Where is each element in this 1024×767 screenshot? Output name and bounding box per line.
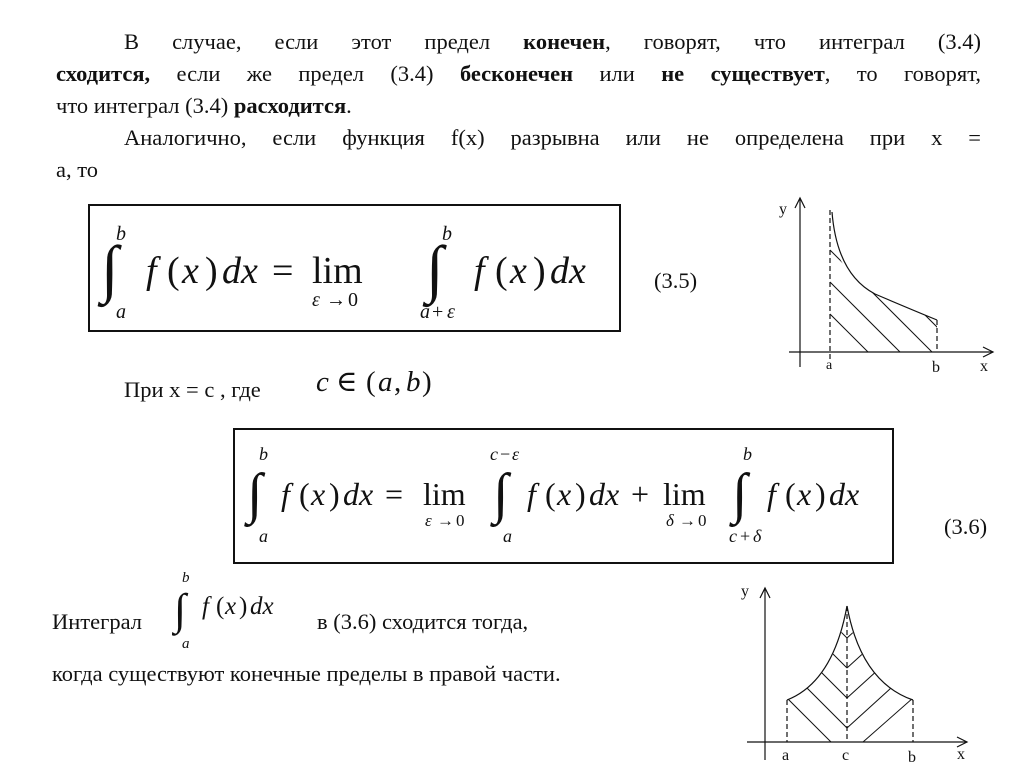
svg-text:f: f — [146, 250, 157, 292]
svg-text:∫: ∫ — [732, 463, 748, 525]
svg-text:dx: dx — [829, 476, 860, 512]
text-run: , то говорят, — [824, 61, 982, 86]
svg-text:∫: ∫ — [426, 233, 444, 304]
text-run: , говорят, что интеграл (3.4) — [605, 29, 982, 54]
svg-text:ε: ε — [425, 511, 432, 530]
text-run: если же предел (3.4) — [150, 61, 460, 86]
point-a-label: a — [826, 358, 833, 373]
svg-text:(: ( — [785, 476, 796, 512]
y-axis-label: y — [741, 583, 749, 600]
svg-text:f: f — [281, 476, 290, 512]
inline-integral-formula — [172, 570, 312, 650]
left-curve — [787, 606, 847, 700]
svg-text:): ) — [815, 476, 826, 512]
svg-text:(: ( — [299, 476, 310, 512]
svg-text:f: f — [767, 476, 776, 512]
closing-intro: Интеграл — [52, 609, 142, 634]
text-run: что интеграл (3.4) — [56, 93, 234, 118]
svg-text:lim: lim — [423, 476, 466, 512]
svg-text:δ: δ — [753, 526, 762, 546]
paragraph-1-line-1 — [124, 28, 981, 56]
text-run: В случае, если этот предел — [124, 29, 524, 54]
svg-text:x: x — [225, 593, 237, 620]
svg-text:b: b — [116, 223, 126, 245]
text-run: . — [346, 93, 352, 118]
svg-text:δ: δ — [666, 511, 674, 530]
svg-text:b: b — [406, 366, 421, 398]
svg-text:): ) — [205, 250, 218, 292]
closing-line-2: когда существуют конечные пределы в правой части. — [52, 661, 561, 686]
svg-text:0: 0 — [456, 511, 465, 530]
point-b-label: b — [908, 749, 916, 765]
svg-text:ε: ε — [312, 289, 320, 311]
svg-text:): ) — [422, 366, 432, 398]
point-a-label: a — [782, 747, 790, 764]
svg-text:∫: ∫ — [174, 585, 187, 634]
svg-text:(: ( — [545, 476, 556, 512]
y-axis-label: y — [779, 201, 787, 218]
bold-text: конечен — [523, 29, 606, 54]
point-c-label: c — [842, 747, 850, 764]
svg-text:lim: lim — [663, 476, 706, 512]
bold-text: расходится — [233, 93, 347, 118]
paragraph-1-line-2 — [56, 60, 981, 88]
equation-3-6-number: (3.6) — [944, 514, 988, 539]
svg-text:b: b — [259, 444, 268, 464]
graph-1-single-discontinuity — [775, 192, 1005, 377]
svg-text:+: + — [631, 476, 650, 512]
svg-text:−: − — [500, 444, 511, 464]
text-run: или — [573, 61, 662, 86]
svg-text:+: + — [740, 526, 751, 546]
bold-text: бесконечен — [459, 61, 574, 86]
paragraph-2-line-2: a, то — [56, 157, 99, 182]
right-curve — [847, 606, 913, 700]
svg-text:=: = — [272, 250, 294, 292]
c-in-ab-formula — [314, 364, 454, 404]
graph-2-interior-discontinuity — [735, 580, 985, 765]
svg-text:(: ( — [495, 250, 508, 292]
svg-text:): ) — [239, 593, 248, 620]
svg-text:→: → — [679, 511, 696, 530]
svg-text:f: f — [202, 593, 209, 620]
svg-text:b: b — [743, 444, 752, 464]
svg-text:a: a — [182, 636, 190, 650]
svg-text:dx: dx — [222, 250, 258, 292]
svg-text:,: , — [394, 366, 402, 398]
svg-text:(: ( — [366, 366, 376, 398]
svg-text:a: a — [420, 301, 430, 323]
svg-text:): ) — [533, 250, 546, 292]
svg-text:∫: ∫ — [247, 463, 263, 525]
svg-text:→: → — [326, 289, 346, 311]
svg-text:∫: ∫ — [493, 463, 509, 525]
svg-text:=: = — [385, 476, 404, 512]
svg-text:∫: ∫ — [101, 233, 119, 304]
svg-text:a: a — [503, 526, 512, 546]
svg-text:→: → — [437, 511, 454, 530]
svg-text:dx: dx — [589, 476, 620, 512]
svg-text:(: ( — [216, 593, 225, 620]
paragraph-1-line-3 — [56, 92, 352, 120]
svg-text:ε: ε — [512, 444, 520, 464]
svg-text:c: c — [316, 366, 329, 398]
svg-text:∈: ∈ — [336, 366, 358, 398]
svg-text:a: a — [378, 366, 393, 398]
equation-3-5-number: (3.5) — [654, 268, 698, 293]
svg-text:dx: dx — [250, 593, 274, 620]
bold-text: не существует — [661, 61, 825, 86]
equation-3-5-formula — [90, 206, 618, 329]
svg-text:a: a — [116, 301, 126, 323]
svg-text:0: 0 — [698, 511, 707, 530]
point-b-label: b — [932, 359, 940, 376]
svg-text:x: x — [311, 476, 326, 512]
equation-3-6-box — [233, 428, 894, 564]
equation-3-5-box — [88, 204, 621, 332]
svg-text:f: f — [527, 476, 536, 512]
svg-text:dx: dx — [550, 250, 586, 292]
svg-text:x: x — [510, 250, 527, 292]
svg-text:a: a — [259, 526, 268, 546]
svg-text:0: 0 — [348, 289, 358, 311]
condition-text: При x = c , где — [124, 377, 261, 402]
svg-text:ε: ε — [447, 301, 455, 323]
svg-text:+: + — [432, 301, 444, 323]
svg-text:x: x — [182, 250, 199, 292]
svg-text:lim: lim — [312, 250, 363, 292]
svg-text:b: b — [442, 223, 452, 245]
equation-3-6-formula — [235, 430, 891, 561]
svg-text:): ) — [575, 476, 586, 512]
svg-text:(: ( — [167, 250, 180, 292]
svg-text:c: c — [490, 444, 498, 464]
svg-text:c: c — [729, 526, 737, 546]
svg-text:dx: dx — [343, 476, 374, 512]
bold-text: сходится, — [56, 61, 151, 86]
x-axis-label: x — [957, 746, 965, 763]
paragraph-2-line-1: Аналогично, если функция f(x) разрывна или не определена при x = — [124, 125, 981, 150]
svg-text:): ) — [329, 476, 340, 512]
svg-text:f: f — [474, 250, 485, 292]
svg-text:b: b — [182, 570, 190, 586]
svg-text:x: x — [557, 476, 572, 512]
x-axis-label: x — [980, 358, 988, 375]
svg-text:x: x — [797, 476, 812, 512]
closing-after: в (3.6) сходится тогда, — [317, 609, 529, 634]
